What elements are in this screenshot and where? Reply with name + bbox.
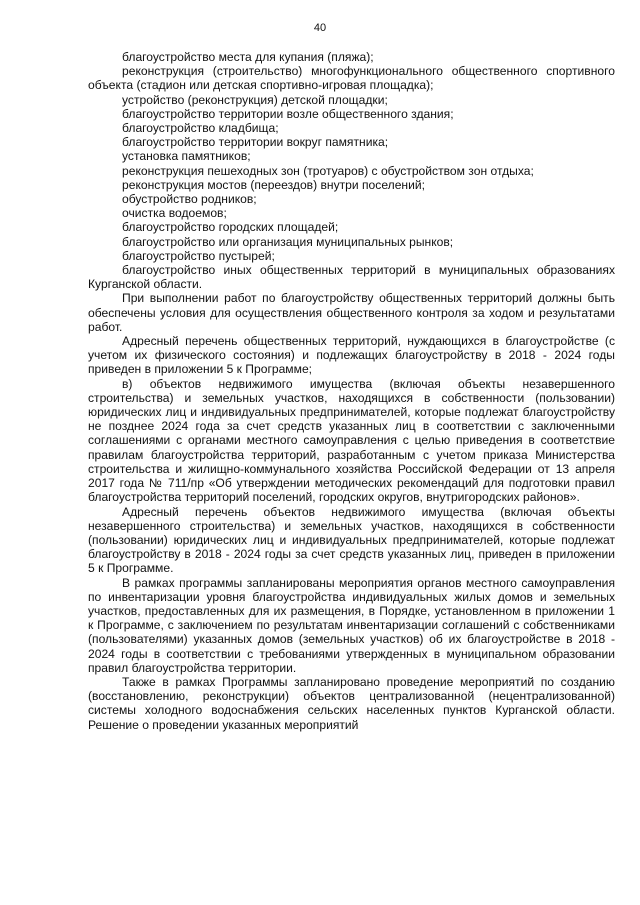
list-item: устройство (реконструкция) детской площадки; (122, 92, 388, 107)
document-body (88, 50, 615, 732)
list-item: благоустройство пустырей; (122, 248, 275, 263)
list-item: благоустройство территории вокруг памятника; (122, 135, 389, 150)
list-item: благоустройство иных общественных территорий в муниципальных образованиях Курганской области. (88, 263, 615, 292)
list-item: очистка водоемов; (122, 206, 227, 221)
paragraph-water-supply: Также в рамках Программы запланировано проведение мероприятий по созданию (восстановлению, реконструкции) объектов централизованной (нецентрализованной) системы холодного водоснабжения сельских населенных пунктов Курганской области. Решение о проведении указанных мероприятий (88, 674, 615, 732)
paragraph-real-estate-list: Адресный перечень объектов недвижимого имущества (включая объекты незавершенного строительства) и земельных участков, находящихся в собственности (пользовании) юридических лиц и индивидуальных предпринимателей, которые подлежат благоустройству в 2018 - 2024 годы за счет средств указанных лиц, приведен в приложении 5 к Программе. (88, 504, 615, 576)
list-item: благоустройство места для купания (пляжа); (122, 50, 374, 64)
list-item: благоустройство городских площадей; (122, 220, 339, 235)
page-number: 40 (313, 22, 327, 34)
list-item: благоустройство территории возле общественного здания; (122, 106, 454, 121)
paragraph-inventory-measures: В рамках программы запланированы мероприятия органов местного самоуправления по инвентаризации уровня благоустройства индивидуальных жилых домов и земельных участков, предоставленных для их размещения, в Порядке, установленном в приложении 1 к Программе, с заключением по результатам инвентаризации соглашений с собственниками (пользователями) указанных домов (земельных участков) об их благоустройстве в 2018 - 2024 годы в соответствии с требованиями утвержденных в муниципальном образовании правил благоустройства территории. (88, 575, 615, 675)
list-item: благоустройство или организация муниципальных рынков; (122, 234, 454, 249)
paragraph-public-territories-list: Адресный перечень общественных территорий, нуждающихся в благоустройстве (с учетом их физического состояния) и подлежащих благоустройству в 2018 - 2024 годы приведен в приложении 5 к Программе; (88, 334, 615, 377)
list-item: реконструкция мостов (переездов) внутри поселений; (122, 177, 425, 192)
list-item: реконструкция (строительство) многофункционального общественного спортивного объекта (стадион или детская спортивно-игровая площадка); (88, 64, 615, 93)
paragraph-public-control: При выполнении работ по благоустройству общественных территорий должны быть обеспечены условия для осуществления общественного контроля за ходом и результатами работ. (88, 291, 615, 334)
list-item: установка памятников; (122, 149, 251, 164)
list-item: благоустройство кладбища; (122, 121, 279, 136)
list-item: реконструкция пешеходных зон (тротуаров) с обустройством зон отдыха; (122, 163, 534, 178)
list-item: обустройство родников; (122, 192, 257, 207)
paragraph-real-estate-objects: в) объектов недвижимого имущества (включая объекты незавершенного строительства) и земельных участков, находящихся в собственности (пользовании) юридических лиц и индивидуальных предпринимателей, которые подлежат благоустройству не позднее 2024 года за счет средств указанных лиц в соответствии с заключенными соглашениями с органами местного самоуправления с целью приведения в соответствие правилам благоустройства территорий, разработанным с учетом приказа Министерства строительства и жилищно-коммунального хозяйства Российской Федерации от 13 апреля 2017 года № 711/пр «Об утверждении методических рекомендаций для подготовки правил благоустройства территорий поселений, городских округов, внутригородских районов». (88, 376, 615, 505)
